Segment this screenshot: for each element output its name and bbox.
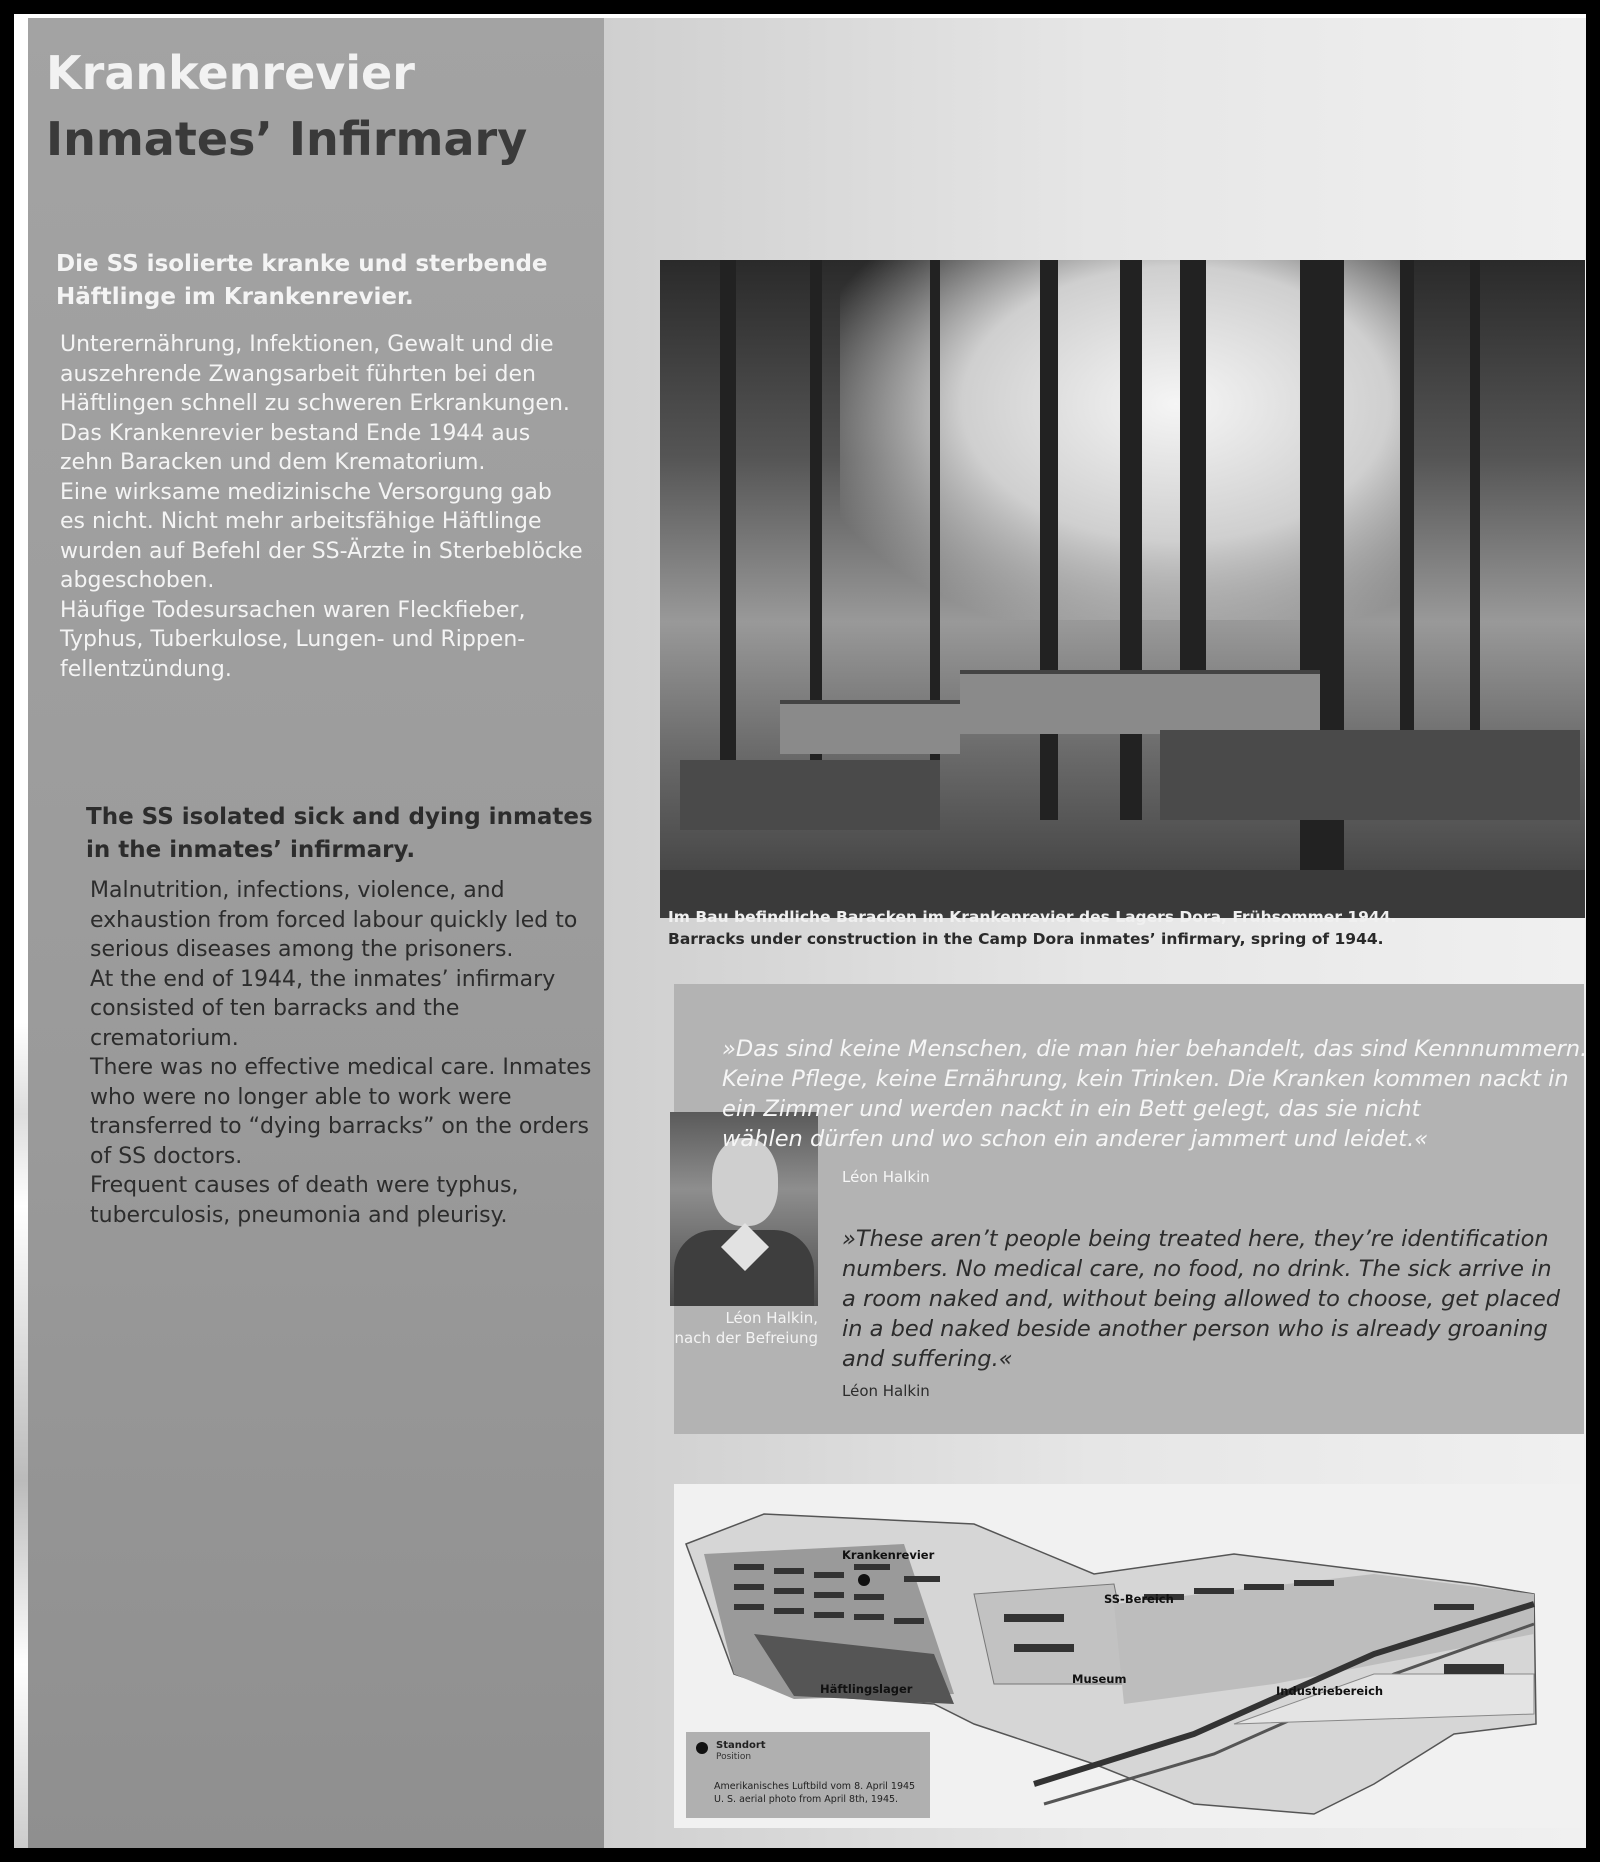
photo-caption-english: Barracks under construction in the Camp Dora inmates’ infirmary, spring of 1944. (668, 930, 1384, 948)
quote-english: »These aren’t people being treated here, they’re identification numbers. No medical care, no food, no drink. The sick arrive in a room naked and, without being allowed to choose, get placed in a bed naked beside another person who is already groaning and suffering.« (842, 1226, 1561, 1372)
map-source-note: Amerikanisches Luftbild vom 8. April 1945 U. S. aerial photo from April 8th, 1945. (714, 1781, 916, 1805)
map-label-museum: Museum (1072, 1672, 1127, 1686)
photo-caption-german: Im Bau befindliche Baracken im Krankenrevier des Lagers Dora, Frühsommer 1944. (668, 908, 1397, 926)
tree-trunk (1120, 260, 1142, 820)
position-marker-icon (696, 1742, 708, 1754)
german-body: Unterernährung, Infektionen, Gewalt und die auszehrende Zwangsarbeit führten bei den Häftlingen schnell zu schweren Erkrankungen. Das Krankenrevier bestand Ende 1944 aus zehn Baracken und dem Krematorium. Eine wirksame medizinische Versorgung gab es nicht. Nicht mehr arbeitsfähige Häftlinge wurden auf Befehl der SS-Ärzte in Sterbeblöcke abgeschoben. Häufige Todesursachen waren Fleckfieber, Typhus, Tuberkulose, Lungen- und Rippen- fellentzündung. (60, 332, 583, 682)
map-label-ss-area: SS-Bereich (1104, 1592, 1174, 1606)
german-lead: Die SS isolierte kranke und sterbende Häftlinge im Krankenrevier. (56, 251, 548, 310)
barrack-building (960, 670, 1320, 734)
snow-background (14, 14, 28, 1848)
portrait-caption: Léon Halkin, nach der Befreiung (674, 1309, 818, 1347)
legend-label-german: Standort (716, 1740, 766, 1751)
legend-label-english: Position (716, 1752, 752, 1762)
english-lead: The SS isolated sick and dying inmates in the inmates’ infirmary. (86, 804, 593, 863)
title-german: Krankenrevier (46, 46, 415, 100)
attribution-german: Léon Halkin (842, 1168, 930, 1186)
attribution-english: Léon Halkin (842, 1382, 930, 1400)
tree-trunk (720, 260, 736, 820)
map-label-industrial-area: Industriebereich (1276, 1684, 1384, 1698)
aerial-map (674, 1484, 1582, 1828)
lumber-pile (1160, 730, 1580, 820)
quote-german: »Das sind keine Menschen, die man hier behandelt, das sind Kennnummern. Keine Pflege, keine Ernährung, kein Trinken. Die Kranken kommen nackt in ein Zimmer und werden nackt in ein Bett gelegt, das sie nicht wählen dürfen und wo schon ein anderer jammert und leidet.« (722, 1036, 1588, 1152)
map-label-infirmary: Krankenrevier (842, 1548, 935, 1562)
title-english: Inmates’ Infirmary (46, 112, 528, 166)
map-label-prisoner-camp: Häftlingslager (820, 1682, 913, 1696)
barracks-photo (660, 260, 1585, 918)
tree-trunk (1040, 260, 1058, 820)
photo-caption (668, 906, 1396, 950)
english-body: Malnutrition, infections, violence, and exhaustion from forced labour quickly led to serious diseases among the prisoners. At the end of 1944, the inmates’ infirmary consisted of ten barracks and the crematorium. There was no effective medical care. Inmates who were no longer able to work were transferred to “dying barracks” on the orders of SS doctors. Frequent causes of death were typhus, tuberculosis, pneumonia and pleurisy. (90, 878, 592, 1228)
lumber-pile (680, 760, 940, 830)
barrack-building (780, 700, 960, 754)
